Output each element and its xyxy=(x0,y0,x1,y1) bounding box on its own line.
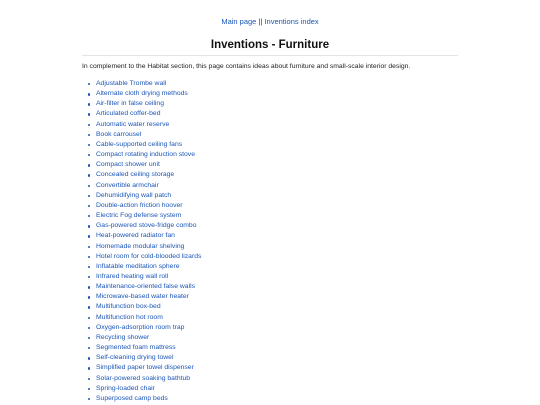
list-item xyxy=(87,343,201,353)
bullet-icon xyxy=(88,144,90,146)
bullet-icon xyxy=(88,327,90,329)
list-item xyxy=(87,333,201,343)
invention-link[interactable]: Book carrousel xyxy=(96,130,142,138)
invention-link[interactable]: Inflatable meditation sphere xyxy=(96,262,180,270)
bullet-icon xyxy=(88,93,90,95)
list-item xyxy=(87,353,201,363)
list-item xyxy=(87,363,201,373)
list-item xyxy=(87,221,201,231)
invention-link[interactable]: Simplified paper towel dispenser xyxy=(96,364,194,372)
list-item xyxy=(87,170,201,180)
bullet-icon xyxy=(88,124,90,126)
invention-link[interactable]: Electric Fog defense system xyxy=(96,212,182,220)
list-item xyxy=(87,79,201,89)
main-page-link[interactable]: Main page xyxy=(221,17,257,26)
bullet-icon xyxy=(88,286,90,288)
invention-link[interactable]: Hotel room for cold-blooded lizards xyxy=(96,252,202,260)
bullet-icon xyxy=(88,388,90,390)
inventions-list xyxy=(87,79,201,404)
list-item xyxy=(87,394,201,404)
invention-link[interactable]: Segmented foam mattress xyxy=(96,344,176,352)
bullet-icon xyxy=(88,225,90,227)
list-item xyxy=(87,89,201,99)
bullet-icon xyxy=(88,378,90,380)
list-item xyxy=(87,262,201,272)
bullet-icon xyxy=(88,83,90,85)
list-item xyxy=(87,242,201,252)
list-item xyxy=(87,282,201,292)
list-item xyxy=(87,292,201,302)
bullet-icon xyxy=(88,398,90,400)
list-item xyxy=(87,272,201,282)
list-item xyxy=(87,99,201,109)
list-item xyxy=(87,150,201,160)
list-item xyxy=(87,384,201,394)
invention-link[interactable]: Convertible armchair xyxy=(96,181,159,189)
invention-link[interactable]: Automatic water reserve xyxy=(96,120,170,128)
list-item xyxy=(87,140,201,150)
bullet-icon xyxy=(88,215,90,217)
invention-link[interactable]: Articulated coffer-bed xyxy=(96,110,161,118)
bullet-icon xyxy=(88,103,90,105)
invention-link[interactable]: Heat-powered radiator fan xyxy=(96,232,175,240)
invention-link[interactable]: Oxygen-adsorption room trap xyxy=(96,323,185,331)
bullet-icon xyxy=(88,276,90,278)
bullet-icon xyxy=(88,113,90,115)
bullet-icon xyxy=(88,174,90,176)
bullet-icon xyxy=(88,296,90,298)
bullet-icon xyxy=(88,154,90,156)
invention-link[interactable]: Spring-loaded chair xyxy=(96,384,155,392)
invention-link[interactable]: Solar-powered soaking bathtub xyxy=(96,374,191,382)
invention-link[interactable]: Dehumidifying wall patch xyxy=(96,191,172,199)
bullet-icon xyxy=(88,347,90,349)
invention-link[interactable]: Multifunction hot room xyxy=(96,313,163,321)
invention-link[interactable]: Alternate cloth drying methods xyxy=(96,90,188,98)
page-title: Inventions - Furniture xyxy=(210,39,330,51)
title-divider xyxy=(82,55,458,56)
list-item xyxy=(87,120,201,130)
invention-link[interactable]: Cable-supported ceiling fans xyxy=(96,140,183,148)
list-item xyxy=(87,374,201,384)
bullet-icon xyxy=(88,337,90,339)
invention-link[interactable]: Infrared heating wall roll xyxy=(96,272,169,280)
bullet-icon xyxy=(88,357,90,359)
invention-link[interactable]: Recycling shower xyxy=(96,333,150,341)
invention-link[interactable]: Air-filter in false ceiling xyxy=(96,100,164,108)
list-item xyxy=(87,211,201,221)
list-item xyxy=(87,302,201,312)
list-item xyxy=(87,201,201,211)
invention-link[interactable]: Double-action friction hoover xyxy=(96,201,183,209)
nav-separator: || xyxy=(258,17,263,26)
list-item xyxy=(87,231,201,241)
bullet-icon xyxy=(88,306,90,308)
invention-link[interactable]: Self-cleaning drying towel xyxy=(96,354,174,362)
intro-text: In complement to the Habitat section, this page contains ideas about furniture and small-scale interior design. xyxy=(82,63,411,70)
list-item xyxy=(87,160,201,170)
invention-link[interactable]: Compact rotating induction stove xyxy=(96,151,195,159)
invention-link[interactable]: Adjustable Trombe wall xyxy=(96,80,167,87)
invention-link[interactable]: Compact shower unit xyxy=(96,161,160,169)
list-item xyxy=(87,252,201,262)
bullet-icon xyxy=(88,205,90,207)
bullet-icon xyxy=(88,266,90,268)
invention-link[interactable]: Homemade modular shelving xyxy=(96,242,185,250)
inventions-index-link[interactable]: Inventions index xyxy=(264,17,319,26)
list-item xyxy=(87,313,201,323)
list-item xyxy=(87,109,201,119)
bullet-icon xyxy=(88,235,90,237)
bullet-icon xyxy=(88,134,90,136)
top-navigation xyxy=(0,17,540,27)
invention-link[interactable]: Multifunction box-bed xyxy=(96,303,161,311)
list-item xyxy=(87,181,201,191)
invention-link[interactable]: Concealed ceiling storage xyxy=(96,171,175,179)
list-item xyxy=(87,130,201,140)
bullet-icon xyxy=(88,367,90,369)
invention-link[interactable]: Microwave-based water heater xyxy=(96,293,189,301)
bullet-icon xyxy=(88,195,90,197)
bullet-icon xyxy=(88,256,90,258)
invention-link[interactable]: Gas-powered stove-fridge combo xyxy=(96,222,197,230)
list-item xyxy=(87,191,201,201)
list-item xyxy=(87,323,201,333)
bullet-icon xyxy=(88,246,90,248)
invention-link[interactable]: Maintenance-oriented false walls xyxy=(96,283,195,291)
bullet-icon xyxy=(88,164,90,166)
invention-link[interactable]: Superposed camp beds xyxy=(96,394,168,402)
bullet-icon xyxy=(88,317,90,319)
bullet-icon xyxy=(88,185,90,187)
